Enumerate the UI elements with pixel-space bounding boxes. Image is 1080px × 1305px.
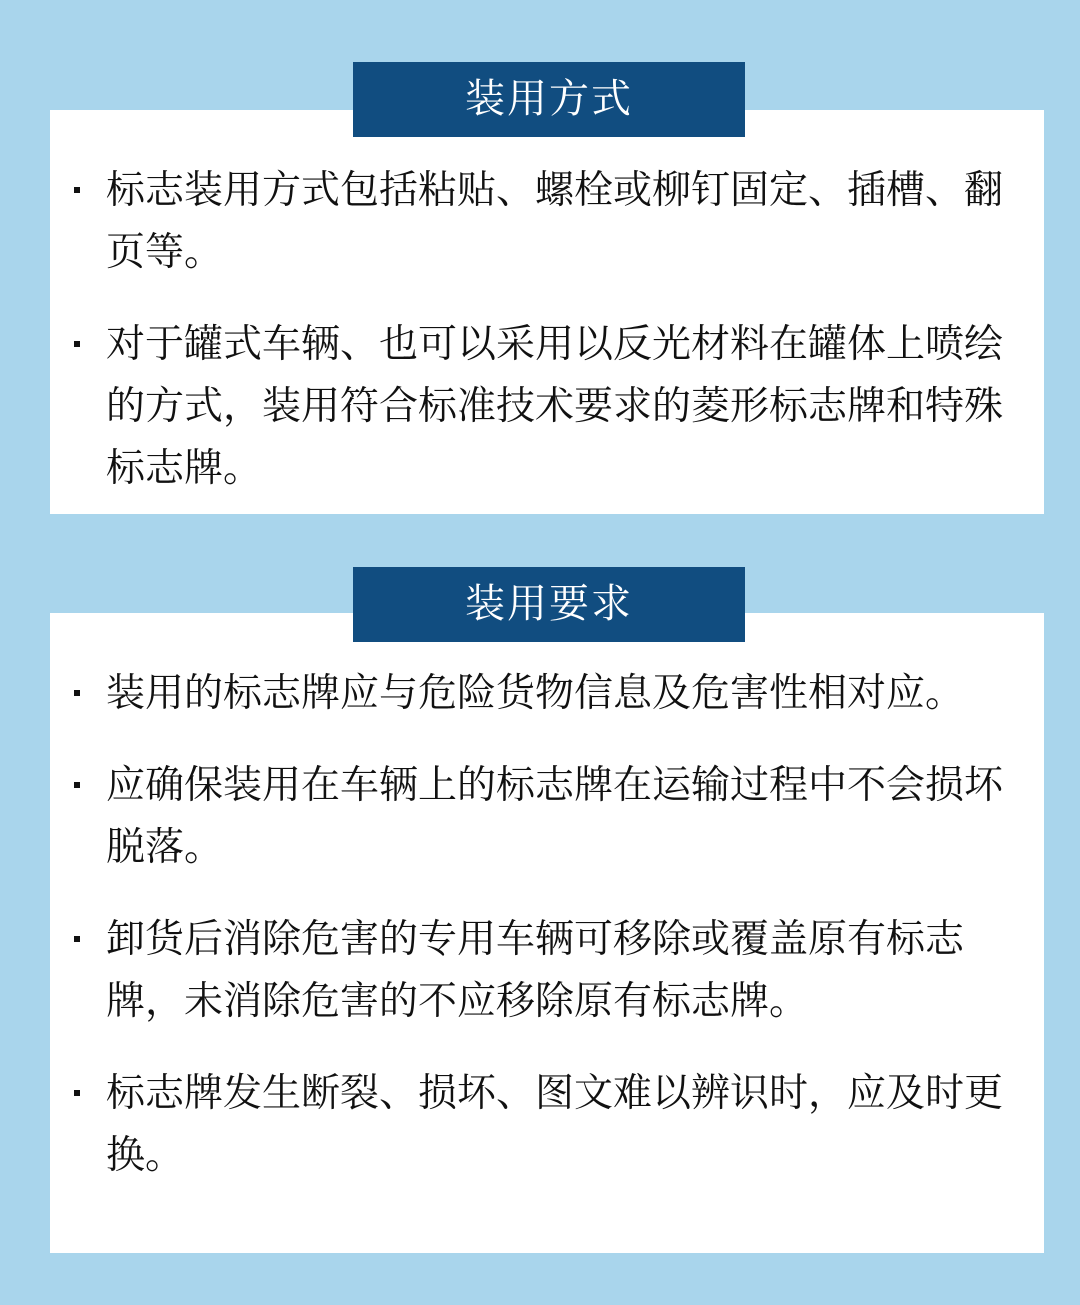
- list-item: [50, 314, 1044, 500]
- list-item-text: 装用的标志牌应与危险货物信息及危害性相对应。: [106, 671, 965, 716]
- list-item-text: 对于罐式车辆、也可以采用以反光材料在罐体上喷绘的方式，装用符合标准技术要求的菱形标志牌和特殊标志牌。: [106, 322, 1004, 491]
- section-card-mounting-requirements: [50, 613, 1044, 1253]
- bullet-dot-icon: [74, 936, 80, 942]
- bullet-dot-icon: [74, 782, 80, 788]
- bullet-dot-icon: [74, 690, 80, 696]
- list-item: [50, 909, 1044, 1033]
- list-item: [50, 160, 1044, 284]
- section-card-mounting-method: [50, 110, 1044, 514]
- bullet-dot-icon: [74, 1090, 80, 1096]
- list-item-text: 卸货后消除危害的专用车辆可移除或覆盖原有标志牌，未消除危害的不应移除原有标志牌。: [106, 917, 965, 1024]
- bullet-dot-icon: [74, 341, 80, 347]
- list-item: [50, 1063, 1044, 1187]
- list-item-text: 标志装用方式包括粘贴、螺栓或柳钉固定、插槽、翻页等。: [106, 168, 1004, 275]
- list-item-text: 标志牌发生断裂、损坏、图文难以辨识时，应及时更换。: [106, 1071, 1004, 1178]
- bullet-list: [50, 160, 1044, 500]
- list-item-text: 应确保装用在车辆上的标志牌在运输过程中不会损坏脱落。: [106, 763, 1004, 870]
- bullet-list: [50, 663, 1044, 1187]
- list-item: [50, 663, 1044, 725]
- section-title-mounting-requirements: 装用要求: [353, 567, 745, 642]
- section-title-mounting-method: 装用方式: [353, 62, 745, 137]
- list-item: [50, 755, 1044, 879]
- bullet-dot-icon: [74, 187, 80, 193]
